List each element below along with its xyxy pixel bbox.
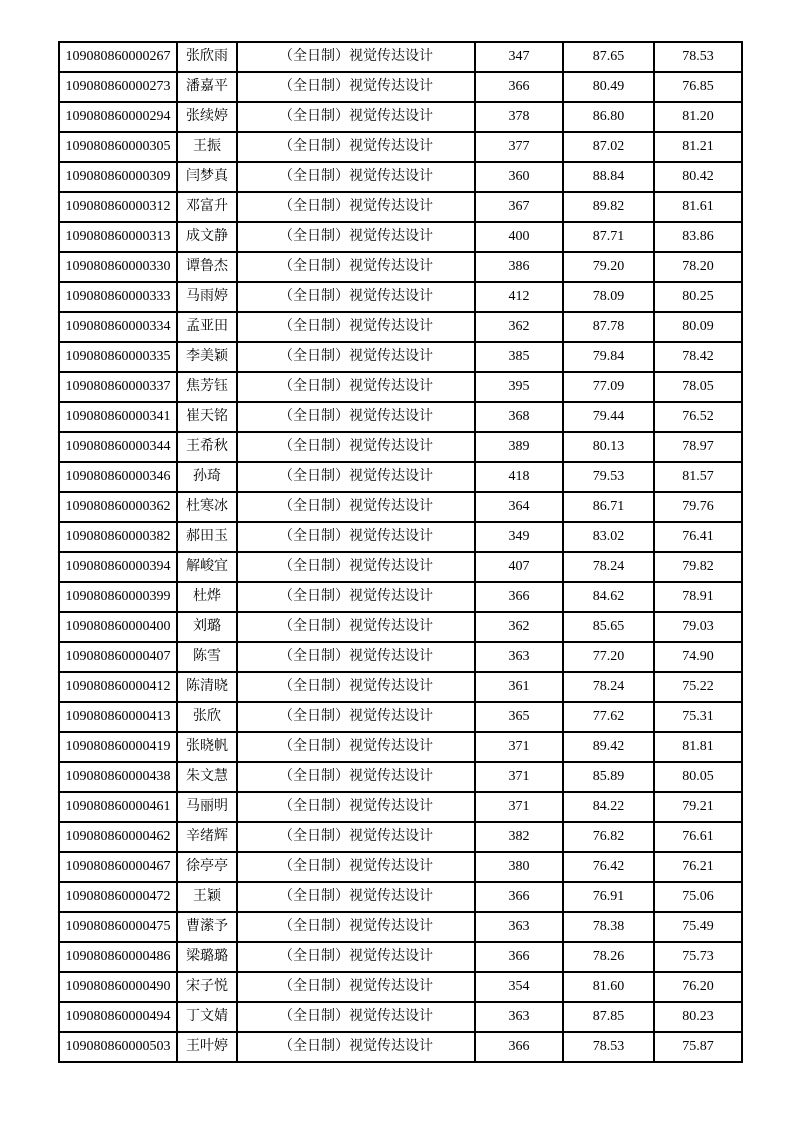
cell-retest-score: 89.42 [563, 732, 654, 762]
cell-name: 潘嘉平 [177, 72, 237, 102]
cell-program: （全日制）视觉传达设计 [237, 852, 475, 882]
cell-retest-score: 83.02 [563, 522, 654, 552]
cell-exam-id: 109080860000313 [59, 222, 177, 252]
cell-initial-score: 371 [475, 732, 563, 762]
cell-program: （全日制）视觉传达设计 [237, 522, 475, 552]
cell-name: 王颖 [177, 882, 237, 912]
table-row [59, 792, 742, 822]
cell-initial-score: 412 [475, 282, 563, 312]
cell-program: （全日制）视觉传达设计 [237, 372, 475, 402]
cell-retest-score: 77.62 [563, 702, 654, 732]
cell-total-score: 78.05 [654, 372, 742, 402]
cell-name: 成文静 [177, 222, 237, 252]
cell-exam-id: 109080860000419 [59, 732, 177, 762]
cell-exam-id: 109080860000461 [59, 792, 177, 822]
cell-retest-score: 80.49 [563, 72, 654, 102]
cell-initial-score: 363 [475, 1002, 563, 1032]
table-row [59, 582, 742, 612]
cell-exam-id: 109080860000344 [59, 432, 177, 462]
cell-program: （全日制）视觉传达设计 [237, 402, 475, 432]
cell-initial-score: 382 [475, 822, 563, 852]
cell-exam-id: 109080860000309 [59, 162, 177, 192]
cell-name: 刘璐 [177, 612, 237, 642]
cell-exam-id: 109080860000267 [59, 42, 177, 72]
cell-total-score: 76.52 [654, 402, 742, 432]
cell-initial-score: 366 [475, 582, 563, 612]
cell-exam-id: 109080860000330 [59, 252, 177, 282]
table-row [59, 192, 742, 222]
cell-retest-score: 88.84 [563, 162, 654, 192]
cell-name: 张晓帆 [177, 732, 237, 762]
cell-exam-id: 109080860000273 [59, 72, 177, 102]
cell-program: （全日制）视觉传达设计 [237, 222, 475, 252]
cell-name: 朱文慧 [177, 762, 237, 792]
cell-total-score: 83.86 [654, 222, 742, 252]
cell-program: （全日制）视觉传达设计 [237, 192, 475, 222]
cell-retest-score: 76.82 [563, 822, 654, 852]
cell-total-score: 81.21 [654, 132, 742, 162]
table-row [59, 732, 742, 762]
cell-exam-id: 109080860000412 [59, 672, 177, 702]
cell-exam-id: 109080860000382 [59, 522, 177, 552]
cell-total-score: 79.03 [654, 612, 742, 642]
table-row [59, 162, 742, 192]
cell-retest-score: 79.84 [563, 342, 654, 372]
cell-exam-id: 109080860000362 [59, 492, 177, 522]
cell-initial-score: 367 [475, 192, 563, 222]
cell-retest-score: 78.26 [563, 942, 654, 972]
cell-program: （全日制）视觉传达设计 [237, 282, 475, 312]
cell-initial-score: 371 [475, 792, 563, 822]
cell-name: 马丽明 [177, 792, 237, 822]
cell-initial-score: 362 [475, 612, 563, 642]
cell-exam-id: 109080860000334 [59, 312, 177, 342]
table-row [59, 1032, 742, 1062]
cell-exam-id: 109080860000394 [59, 552, 177, 582]
cell-total-score: 78.53 [654, 42, 742, 72]
cell-initial-score: 407 [475, 552, 563, 582]
table-row [59, 762, 742, 792]
table-row [59, 282, 742, 312]
table-row [59, 822, 742, 852]
cell-exam-id: 109080860000462 [59, 822, 177, 852]
cell-retest-score: 87.65 [563, 42, 654, 72]
table-row [59, 942, 742, 972]
cell-retest-score: 86.71 [563, 492, 654, 522]
cell-initial-score: 371 [475, 762, 563, 792]
cell-initial-score: 389 [475, 432, 563, 462]
cell-initial-score: 418 [475, 462, 563, 492]
cell-program: （全日制）视觉传达设计 [237, 582, 475, 612]
cell-retest-score: 84.62 [563, 582, 654, 612]
table-row [59, 972, 742, 1002]
cell-program: （全日制）视觉传达设计 [237, 762, 475, 792]
cell-name: 梁璐璐 [177, 942, 237, 972]
cell-initial-score: 360 [475, 162, 563, 192]
cell-exam-id: 109080860000413 [59, 702, 177, 732]
cell-program: （全日制）视觉传达设计 [237, 732, 475, 762]
cell-name: 王希秋 [177, 432, 237, 462]
cell-name: 张续婷 [177, 102, 237, 132]
cell-total-score: 79.76 [654, 492, 742, 522]
table-row [59, 372, 742, 402]
cell-retest-score: 78.38 [563, 912, 654, 942]
table-row [59, 642, 742, 672]
table-row [59, 252, 742, 282]
cell-initial-score: 385 [475, 342, 563, 372]
table-row [59, 222, 742, 252]
cell-program: （全日制）视觉传达设计 [237, 882, 475, 912]
cell-total-score: 76.21 [654, 852, 742, 882]
cell-exam-id: 109080860000341 [59, 402, 177, 432]
cell-program: （全日制）视觉传达设计 [237, 312, 475, 342]
results-table-body [59, 42, 742, 1062]
cell-exam-id: 109080860000486 [59, 942, 177, 972]
cell-retest-score: 79.53 [563, 462, 654, 492]
cell-retest-score: 89.82 [563, 192, 654, 222]
cell-exam-id: 109080860000312 [59, 192, 177, 222]
cell-retest-score: 81.60 [563, 972, 654, 1002]
cell-retest-score: 80.13 [563, 432, 654, 462]
cell-initial-score: 386 [475, 252, 563, 282]
cell-name: 张欣 [177, 702, 237, 732]
cell-exam-id: 109080860000503 [59, 1032, 177, 1062]
table-row [59, 342, 742, 372]
cell-name: 张欣雨 [177, 42, 237, 72]
table-row [59, 132, 742, 162]
cell-retest-score: 76.42 [563, 852, 654, 882]
cell-total-score: 78.20 [654, 252, 742, 282]
table-row [59, 102, 742, 132]
table-row [59, 492, 742, 522]
cell-exam-id: 109080860000494 [59, 1002, 177, 1032]
table-row [59, 882, 742, 912]
cell-initial-score: 364 [475, 492, 563, 522]
cell-name: 陈清晓 [177, 672, 237, 702]
cell-program: （全日制）视觉传达设计 [237, 162, 475, 192]
cell-name: 杜寒冰 [177, 492, 237, 522]
cell-name: 马雨婷 [177, 282, 237, 312]
table-row [59, 312, 742, 342]
cell-name: 崔天铭 [177, 402, 237, 432]
cell-total-score: 75.31 [654, 702, 742, 732]
cell-retest-score: 87.78 [563, 312, 654, 342]
cell-program: （全日制）视觉传达设计 [237, 72, 475, 102]
cell-name: 王叶婷 [177, 1032, 237, 1062]
cell-exam-id: 109080860000305 [59, 132, 177, 162]
cell-total-score: 76.41 [654, 522, 742, 552]
cell-total-score: 78.97 [654, 432, 742, 462]
cell-initial-score: 361 [475, 672, 563, 702]
cell-initial-score: 368 [475, 402, 563, 432]
cell-retest-score: 77.20 [563, 642, 654, 672]
cell-total-score: 80.23 [654, 1002, 742, 1032]
cell-total-score: 75.49 [654, 912, 742, 942]
cell-total-score: 80.09 [654, 312, 742, 342]
cell-exam-id: 109080860000467 [59, 852, 177, 882]
cell-initial-score: 354 [475, 972, 563, 1002]
cell-initial-score: 363 [475, 642, 563, 672]
table-row [59, 1002, 742, 1032]
cell-program: （全日制）视觉传达设计 [237, 1032, 475, 1062]
cell-name: 李美颖 [177, 342, 237, 372]
cell-exam-id: 109080860000490 [59, 972, 177, 1002]
cell-initial-score: 362 [475, 312, 563, 342]
cell-retest-score: 87.02 [563, 132, 654, 162]
cell-initial-score: 395 [475, 372, 563, 402]
table-row [59, 42, 742, 72]
cell-exam-id: 109080860000400 [59, 612, 177, 642]
cell-program: （全日制）视觉传达设计 [237, 822, 475, 852]
cell-exam-id: 109080860000438 [59, 762, 177, 792]
cell-retest-score: 78.09 [563, 282, 654, 312]
cell-total-score: 75.06 [654, 882, 742, 912]
cell-program: （全日制）视觉传达设计 [237, 252, 475, 282]
cell-exam-id: 109080860000337 [59, 372, 177, 402]
cell-name: 王振 [177, 132, 237, 162]
results-table [58, 41, 743, 1063]
cell-total-score: 76.61 [654, 822, 742, 852]
cell-name: 邓富升 [177, 192, 237, 222]
cell-total-score: 76.20 [654, 972, 742, 1002]
cell-retest-score: 79.44 [563, 402, 654, 432]
table-row [59, 522, 742, 552]
cell-program: （全日制）视觉传达设计 [237, 462, 475, 492]
cell-name: 曹潆予 [177, 912, 237, 942]
cell-program: （全日制）视觉传达设计 [237, 1002, 475, 1032]
table-row [59, 912, 742, 942]
cell-exam-id: 109080860000346 [59, 462, 177, 492]
cell-total-score: 79.21 [654, 792, 742, 822]
cell-exam-id: 109080860000333 [59, 282, 177, 312]
cell-exam-id: 109080860000399 [59, 582, 177, 612]
cell-initial-score: 349 [475, 522, 563, 552]
cell-total-score: 76.85 [654, 72, 742, 102]
cell-total-score: 79.82 [654, 552, 742, 582]
cell-retest-score: 77.09 [563, 372, 654, 402]
cell-name: 孟亚田 [177, 312, 237, 342]
cell-total-score: 75.73 [654, 942, 742, 972]
cell-total-score: 81.81 [654, 732, 742, 762]
cell-initial-score: 400 [475, 222, 563, 252]
table-row [59, 702, 742, 732]
cell-total-score: 80.25 [654, 282, 742, 312]
cell-program: （全日制）视觉传达设计 [237, 972, 475, 1002]
cell-total-score: 74.90 [654, 642, 742, 672]
table-row [59, 552, 742, 582]
cell-total-score: 78.42 [654, 342, 742, 372]
cell-total-score: 81.20 [654, 102, 742, 132]
cell-exam-id: 109080860000335 [59, 342, 177, 372]
table-row [59, 852, 742, 882]
cell-program: （全日制）视觉传达设计 [237, 912, 475, 942]
cell-name: 徐亭亭 [177, 852, 237, 882]
cell-program: （全日制）视觉传达设计 [237, 342, 475, 372]
cell-retest-score: 86.80 [563, 102, 654, 132]
cell-name: 丁文婧 [177, 1002, 237, 1032]
cell-program: （全日制）视觉传达设计 [237, 942, 475, 972]
cell-program: （全日制）视觉传达设计 [237, 552, 475, 582]
cell-retest-score: 84.22 [563, 792, 654, 822]
cell-name: 陈雪 [177, 642, 237, 672]
cell-program: （全日制）视觉传达设计 [237, 702, 475, 732]
cell-name: 闫梦真 [177, 162, 237, 192]
cell-total-score: 80.05 [654, 762, 742, 792]
cell-initial-score: 377 [475, 132, 563, 162]
cell-name: 解峻宜 [177, 552, 237, 582]
cell-retest-score: 87.85 [563, 1002, 654, 1032]
cell-program: （全日制）视觉传达设计 [237, 672, 475, 702]
cell-name: 辛绪辉 [177, 822, 237, 852]
cell-retest-score: 85.89 [563, 762, 654, 792]
table-row [59, 432, 742, 462]
cell-initial-score: 366 [475, 1032, 563, 1062]
cell-exam-id: 109080860000294 [59, 102, 177, 132]
cell-exam-id: 109080860000472 [59, 882, 177, 912]
table-row [59, 612, 742, 642]
cell-program: （全日制）视觉传达设计 [237, 432, 475, 462]
cell-program: （全日制）视觉传达设计 [237, 42, 475, 72]
cell-retest-score: 78.24 [563, 552, 654, 582]
cell-total-score: 81.61 [654, 192, 742, 222]
cell-name: 焦芳钰 [177, 372, 237, 402]
cell-initial-score: 366 [475, 72, 563, 102]
cell-name: 谭鲁杰 [177, 252, 237, 282]
cell-program: （全日制）视觉传达设计 [237, 792, 475, 822]
table-row [59, 72, 742, 102]
cell-total-score: 75.22 [654, 672, 742, 702]
cell-name: 杜烨 [177, 582, 237, 612]
cell-retest-score: 87.71 [563, 222, 654, 252]
cell-program: （全日制）视觉传达设计 [237, 612, 475, 642]
cell-initial-score: 366 [475, 882, 563, 912]
cell-total-score: 78.91 [654, 582, 742, 612]
cell-retest-score: 78.24 [563, 672, 654, 702]
cell-retest-score: 78.53 [563, 1032, 654, 1062]
cell-name: 郝田玉 [177, 522, 237, 552]
table-row [59, 462, 742, 492]
cell-initial-score: 363 [475, 912, 563, 942]
cell-exam-id: 109080860000475 [59, 912, 177, 942]
cell-total-score: 80.42 [654, 162, 742, 192]
cell-program: （全日制）视觉传达设计 [237, 132, 475, 162]
cell-initial-score: 365 [475, 702, 563, 732]
table-row [59, 672, 742, 702]
cell-total-score: 81.57 [654, 462, 742, 492]
cell-total-score: 75.87 [654, 1032, 742, 1062]
cell-initial-score: 380 [475, 852, 563, 882]
cell-program: （全日制）视觉传达设计 [237, 102, 475, 132]
cell-program: （全日制）视觉传达设计 [237, 642, 475, 672]
cell-retest-score: 79.20 [563, 252, 654, 282]
table-row [59, 402, 742, 432]
cell-initial-score: 366 [475, 942, 563, 972]
cell-exam-id: 109080860000407 [59, 642, 177, 672]
cell-name: 宋子悦 [177, 972, 237, 1002]
cell-name: 孙琦 [177, 462, 237, 492]
cell-initial-score: 347 [475, 42, 563, 72]
cell-program: （全日制）视觉传达设计 [237, 492, 475, 522]
cell-retest-score: 76.91 [563, 882, 654, 912]
cell-initial-score: 378 [475, 102, 563, 132]
cell-retest-score: 85.65 [563, 612, 654, 642]
